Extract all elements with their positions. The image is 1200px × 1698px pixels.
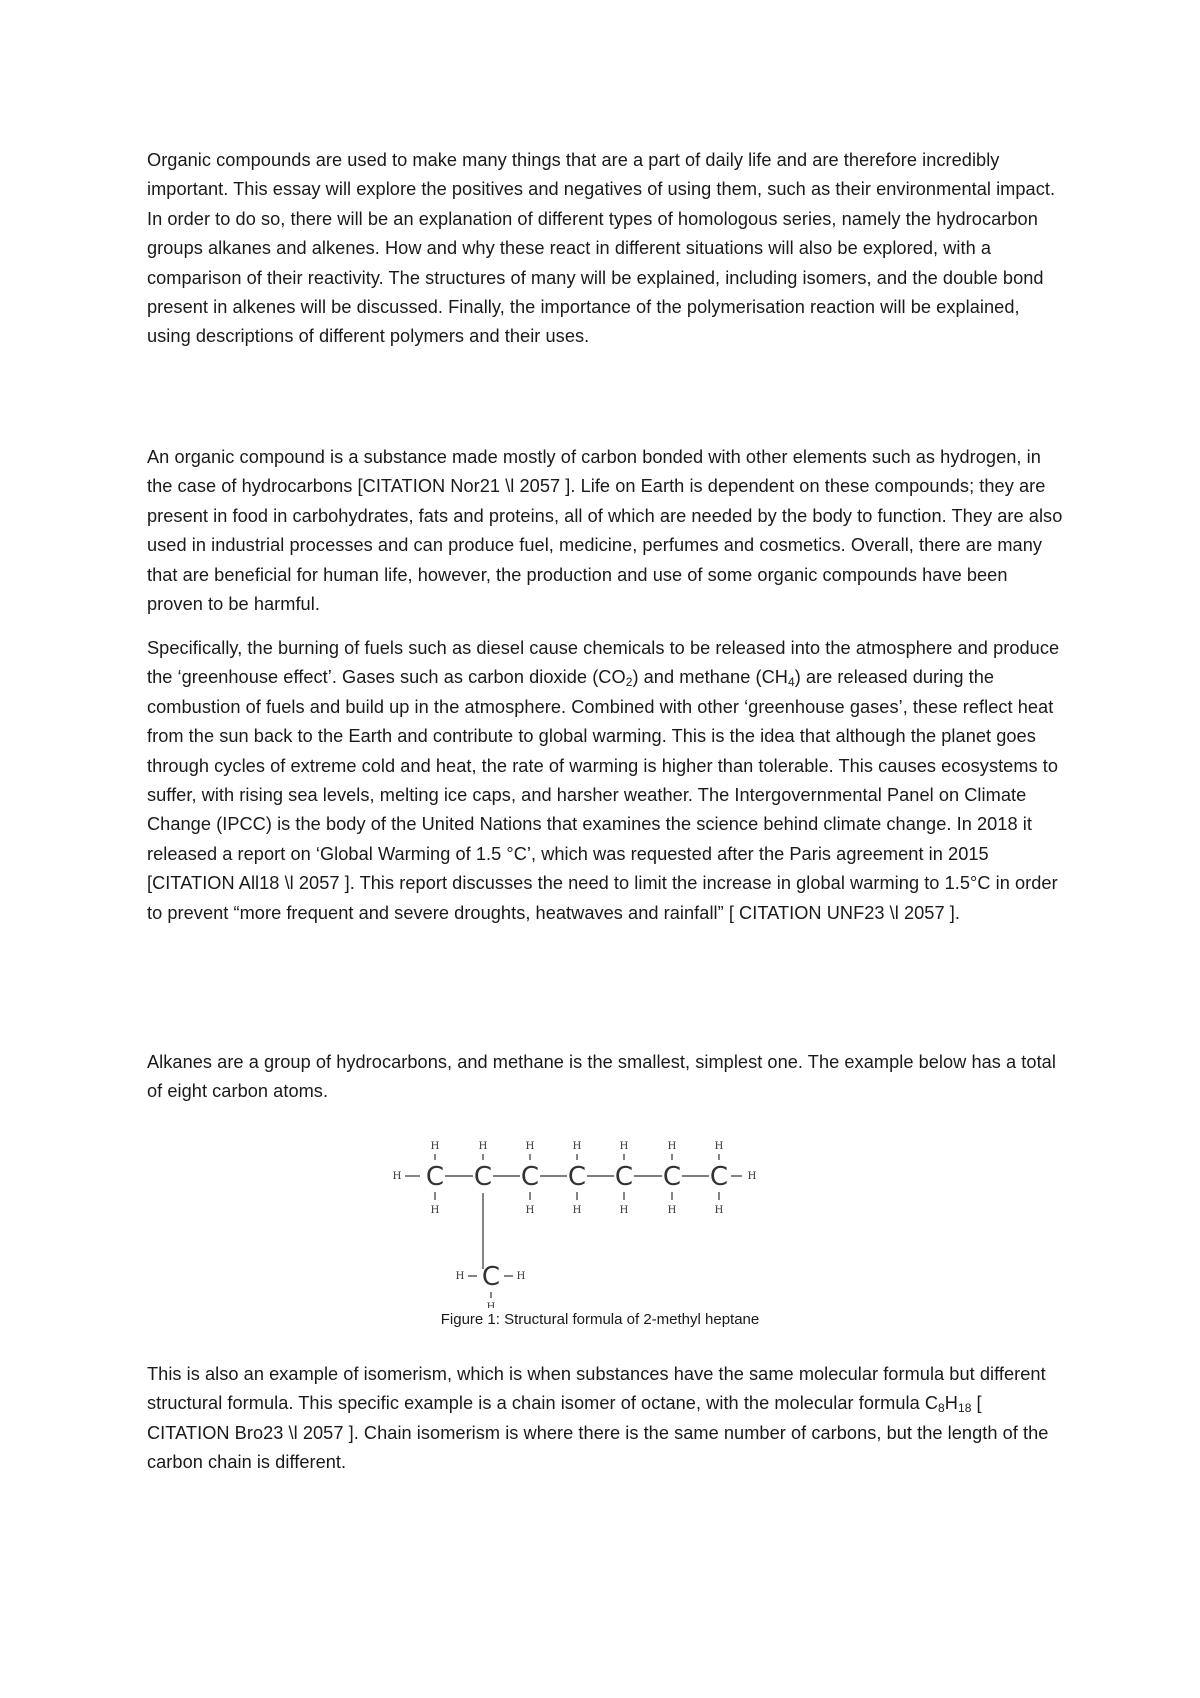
isomer-text-part1: This is also an example of isomerism, which is when substances have the same molecular formula but different structural formula. This specific example is a chain isomer of octane, with the molecular formula C — [147, 1364, 1046, 1414]
organic-compound-paragraph: An organic compound is a substance made mostly of carbon bonded with other elements such as hydrogen, in the case of hydrocarbons [CITATION Nor21 \l 2057 ]. Life on Earth is dependent on these compounds; they are present in food in carbohydrates, fats and proteins, all of which are needed by the body to function. They are also used in industrial processes and can produce fuel, medicine, perfumes and cosmetics. Overall, there are many that are beneficial for human life, however, the production and use of some organic compounds have been proven to be harmful. — [147, 447, 1063, 615]
hydrogen-atom: H — [714, 1141, 724, 1152]
hydrogen-atom: H — [619, 1141, 629, 1152]
carbon-atom: C — [481, 1262, 501, 1292]
hydrogen-atom: H — [667, 1141, 677, 1152]
carbon-atom: C — [567, 1162, 587, 1192]
carbon-atom: C — [520, 1162, 540, 1192]
warming-text-part3: ) are released during the combustion of fuels and build up in the atmosphere. Combined with other ‘greenhouse gases’, these reflect heat from the sun back to the Earth and contribute to global warming. This is the idea that although the planet goes through cycles of extreme cold and heat, the rate of warming is higher than tolerable. This causes ecosystems to suffer, with rising sea levels, melting ice caps, and harsher weather. The Intergovernmental Panel on Climate Change (IPCC) is the body of the United Nations that examines the science behind climate change. In 2018 it released a report on ‘Global Warming of 1.5 °C’, which was requested after the Paris agreement in 2015 [CITATION All18 \l 2057 ]. This report discusses the need to limit the increase in global warming to 1.5°C in order to prevent “more frequent and severe droughts, heatwaves and rainfall” [ CITATION UNF23 \l 2057 ]. — [147, 667, 1059, 923]
warming-text-part2: ) and methane (CH — [632, 667, 788, 688]
alkanes-paragraph: Alkanes are a group of hydrocarbons, and methane is the smallest, simplest one. The example below has a total of eight carbon atoms. — [147, 1052, 1056, 1102]
hydrogen-atom: H — [430, 1141, 440, 1152]
isomerism-paragraph — [147, 1360, 1067, 1478]
hydrogen-atom: H — [572, 1205, 582, 1216]
structural-formula-figure — [380, 1128, 770, 1308]
co2-subscript: 2 — [625, 675, 633, 690]
hydrogen-atom: H — [667, 1205, 677, 1216]
isomer-text-part2: [ CITATION Bro23 \l 2057 ]. Chain isomerism is where there is the same number of carbons, but the length of the carbon chain is different. — [147, 1393, 1049, 1473]
h18-subscript: 18 — [957, 1401, 972, 1416]
hydrogen-atom: H — [525, 1141, 535, 1152]
carbon-atom: C — [473, 1162, 493, 1192]
hydrogen-atom: H — [478, 1141, 488, 1152]
hydrogen-atom: H — [392, 1171, 402, 1182]
carbon-atom: C — [709, 1162, 729, 1192]
warming-text-part1: Specifically, the burning of fuels such as diesel cause chemicals to be released into the atmosphere and produce the ‘greenhouse effect’. Gases such as carbon dioxide (CO — [147, 638, 1060, 688]
formula-h: H — [944, 1393, 958, 1414]
carbon-atom: C — [662, 1162, 682, 1192]
hydrogen-atom: H — [486, 1302, 496, 1308]
global-warming-paragraph — [147, 634, 1067, 928]
hydrogen-atom: H — [572, 1141, 582, 1152]
ch4-subscript: 4 — [787, 675, 795, 690]
hydrogen-atom: H — [455, 1271, 465, 1282]
c8-subscript: 8 — [938, 1401, 945, 1416]
hydrogen-atom: H — [525, 1205, 535, 1216]
hydrogen-atom: H — [714, 1205, 724, 1216]
hydrogen-atom: H — [430, 1205, 440, 1216]
hydrogen-atom: H — [619, 1205, 629, 1216]
molecule-diagram — [380, 1128, 770, 1308]
hydrogen-atom: H — [747, 1171, 757, 1182]
carbon-atom: C — [614, 1162, 634, 1192]
hydrogen-atom: H — [516, 1271, 526, 1282]
intro-paragraph: Organic compounds are used to make many things that are a part of daily life and are therefore incredibly important. This essay will explore the positives and negatives of using them, such as their environmental impact. In order to do so, there will be an explanation of different types of homologous series, namely the hydrocarbon groups alkanes and alkenes. How and why these react in different situations will also be explored, with a comparison of their reactivity. The structures of many will be explained, including isomers, and the double bond present in alkenes will be discussed. Finally, the importance of the polymerisation reaction will be explained, using descriptions of different polymers and their uses. — [147, 150, 1056, 347]
figure-caption: Figure 1: Structural formula of 2-methyl heptane — [440, 1311, 760, 1328]
carbon-atom: C — [425, 1162, 445, 1192]
